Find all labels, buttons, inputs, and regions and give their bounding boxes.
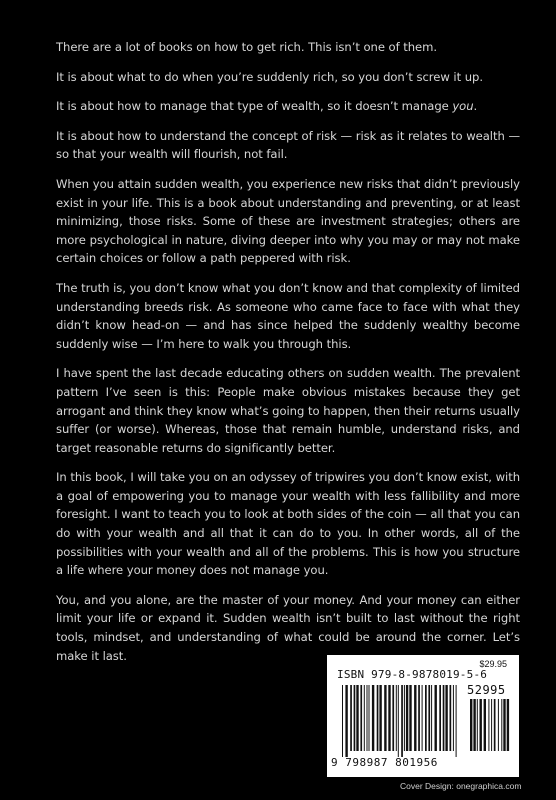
barcode-bar <box>384 685 386 751</box>
barcode-bar <box>488 699 489 751</box>
addon-barcode-bars <box>469 699 511 757</box>
barcode-bar <box>392 685 394 751</box>
barcode-bar <box>473 699 475 751</box>
blurb-paragraph-3-emphasis: you <box>452 99 474 114</box>
barcode-bar <box>401 685 403 757</box>
barcode-bar <box>342 685 343 757</box>
barcode-bar <box>345 685 347 757</box>
ean-barcode-bars <box>341 685 459 757</box>
ean-digits: 9 798987 801956 <box>331 756 438 769</box>
barcode-bar <box>404 685 405 751</box>
barcode-bar <box>377 685 379 751</box>
barcode-bar <box>425 685 427 751</box>
barcode-bar <box>453 685 454 751</box>
barcode-bar <box>418 685 420 751</box>
blurb-paragraph-3-text: It is about how to manage that type of wealth, so it doesn’t manage <box>56 99 449 114</box>
barcode-bar <box>470 699 472 751</box>
barcode-bar <box>354 685 356 751</box>
barcode-bar <box>428 685 430 751</box>
barcode-bar <box>445 685 447 751</box>
barcode-bar <box>450 685 452 751</box>
barcode-bar <box>367 685 368 751</box>
blurb-paragraph-2: It is about what to do when you’re suddenly rich, so you don’t screw it up. <box>56 69 483 84</box>
blurb-paragraph-3 <box>56 97 520 116</box>
barcode-bar <box>435 685 437 751</box>
barcode-bar <box>491 699 492 751</box>
blurb-paragraph-1: There are a lot of books on how to get rich. This isn’t one of them. <box>56 40 438 54</box>
blurb-paragraph-6: The truth is, you don’t know what you don’t know and that complexity of limited understanding breeds risk. As someone who came face to face with what they didn’t know head-on — and has since helped the suddenly wealthy become suddenly wise — I’m here to walk you through this. <box>56 280 520 351</box>
blurb-paragraph-8: In this book, I will take you on an odyssey of tripwires you don’t know exist, with a goal of empowering you to manage your wealth with less fallibility and more foresight. I want to teach you to look at both sides of the coin — all that you can do with your wealth and all that it can do to you. In other words, all of the possibilities with your wealth and all of the problems. This is how you structure a life where your money does not manage you. <box>56 470 520 578</box>
barcode-bar <box>356 685 358 751</box>
barcode-bar <box>477 699 478 751</box>
blurb-paragraph-3-period: . <box>473 99 478 114</box>
barcode-bar <box>364 685 365 751</box>
blurb-paragraph-9: You, and you alone, are the master of your money. And your money can either limit your life or expand it. Sudden wealth isn’t built to last without the right tools, mindset, and understanding of what could be around the corner. Let’s make it last. <box>56 592 520 663</box>
barcode-bar <box>439 685 441 751</box>
barcode-bar <box>484 699 486 751</box>
barcode-bar <box>350 685 352 751</box>
barcode-addon-digits: 52995 <box>467 683 506 697</box>
barcode-bar <box>507 699 509 751</box>
barcode-bar <box>480 699 482 751</box>
back-cover-blurb <box>56 38 520 676</box>
barcode-bar <box>422 685 423 751</box>
barcode-bar <box>456 685 457 757</box>
barcode-bar <box>360 685 362 751</box>
blurb-paragraph-4: It is about how to understand the concept of risk — risk as it relates to wealth — so that your wealth will flourish, not fail. <box>56 128 520 162</box>
barcode-bar <box>372 685 374 751</box>
barcode-bar <box>406 685 408 751</box>
barcode-bar <box>398 685 399 757</box>
barcode-bar <box>494 699 496 751</box>
isbn-barcode <box>327 655 519 777</box>
barcode-bar <box>396 685 397 751</box>
barcode-bar <box>503 699 505 751</box>
blurb-paragraph-7: I have spent the last decade educating others on sudden wealth. The prevalent pattern I’ve seen is this: People make obvious mistakes because they get arrogant and think they know what’s going to happen, then their returns usually suffer (or worse). Whereas, those that remain humble, understand risks, and target reasonable returns do significantly better. <box>56 366 520 455</box>
barcode-bar <box>379 685 381 751</box>
barcode-bar <box>414 685 416 751</box>
barcode-bar <box>498 699 499 751</box>
barcode-bar <box>409 685 411 751</box>
barcode-bar <box>388 685 390 751</box>
barcode-bar <box>501 699 502 751</box>
barcode-bar <box>443 685 445 751</box>
isbn-label: ISBN 979-8-9878019-5-6 <box>337 668 488 681</box>
cover-design-credit: Cover Design: onegraphica.com <box>400 781 522 791</box>
blurb-paragraph-5: When you attain sudden wealth, you experience new risks that didn’t previously exist in your life. This is a book about understanding and preventing, or at least minimizing, those risks. Some of these are investment strategies; others are more psychological in nature, diving deeper into why you may or may not make certain choices or follow a path peppered with risk. <box>56 176 520 266</box>
price-label: $29.95 <box>479 659 507 669</box>
barcode-bar <box>369 685 370 751</box>
barcode-bar <box>431 685 432 751</box>
